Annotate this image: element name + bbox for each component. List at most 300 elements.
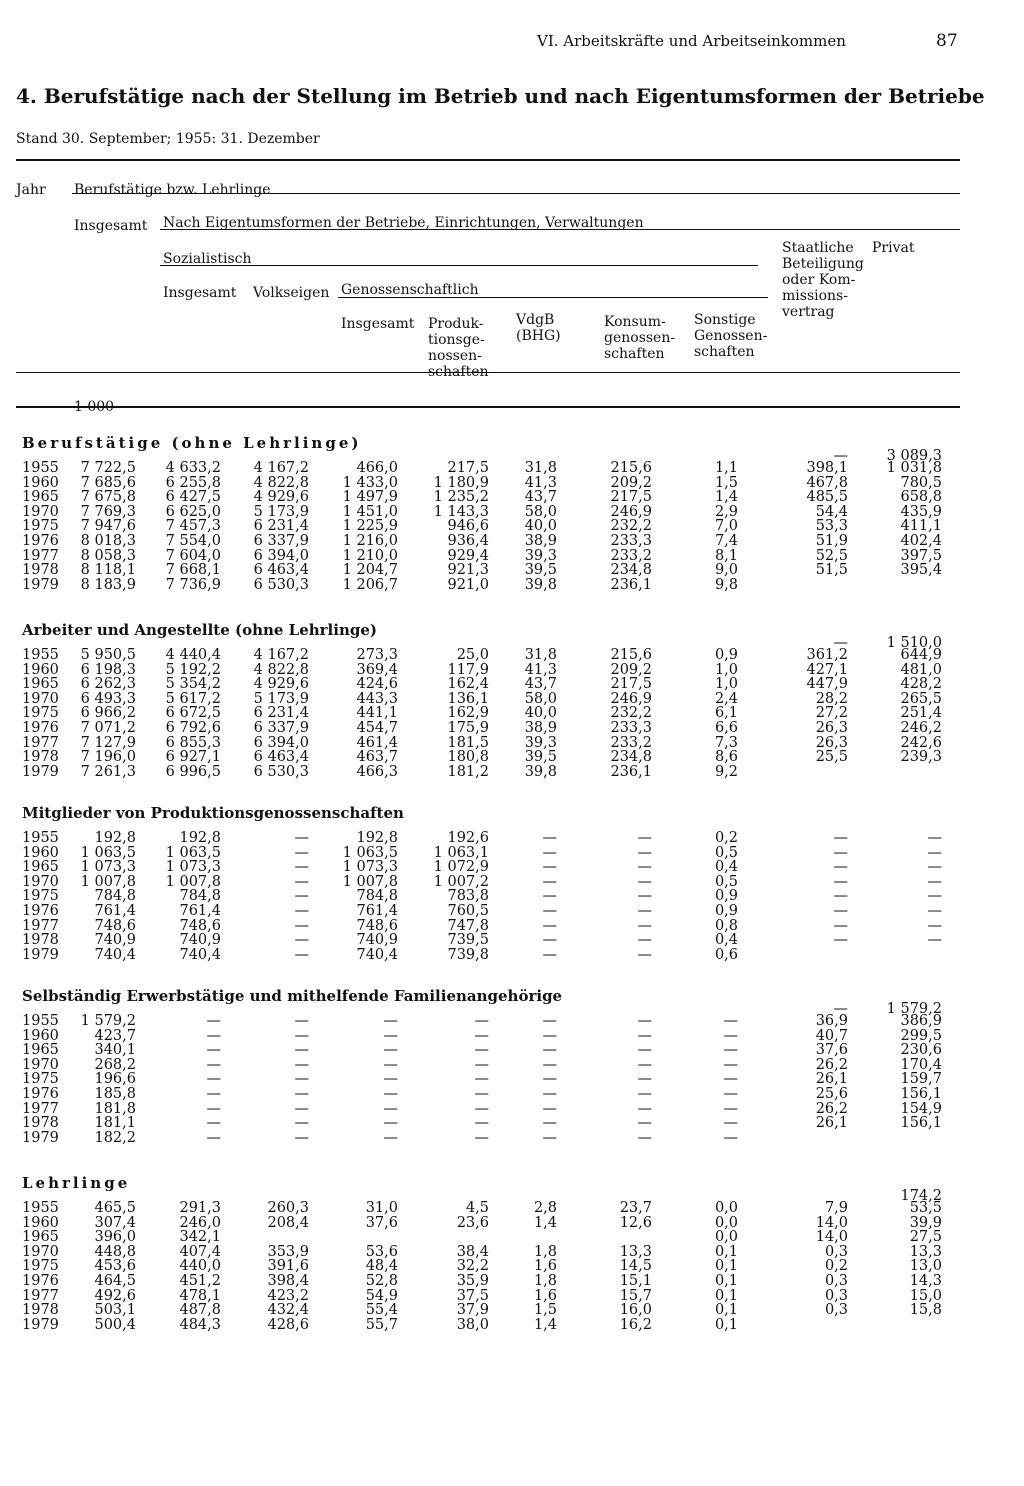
table-cell: —: [383, 1115, 398, 1132]
table-cell: —: [383, 1086, 398, 1102]
table-cell: —: [294, 844, 309, 861]
table-cell: 299,5: [900, 1027, 942, 1044]
table-cell: 6 530,3: [253, 763, 309, 780]
table-cell: 39,3: [524, 547, 557, 564]
table-row: [0, 831, 1024, 846]
table-cell: 234,8: [610, 562, 652, 579]
table-row: [0, 1058, 1024, 1073]
table-cell: 1 225,9: [342, 518, 398, 535]
table-cell: 39,9: [909, 1214, 942, 1231]
table-cell: 5 617,2: [165, 690, 221, 707]
table-cell: 1 007,8: [165, 873, 221, 890]
table-cell: 478,1: [179, 1287, 221, 1304]
table-cell: 181,1: [94, 1115, 136, 1132]
table-cell: 1 007,2: [433, 873, 489, 890]
table-cell: 411,1: [900, 518, 942, 535]
table-cell: 14,0: [815, 1229, 848, 1246]
table-cell: 7 736,9: [165, 576, 221, 593]
table-cell: 41,3: [524, 661, 557, 678]
row-year: 1965: [22, 1042, 59, 1059]
table-cell: 181,2: [447, 763, 489, 780]
table-row: [0, 534, 1024, 549]
table-cell: 4 440,4: [165, 647, 221, 663]
table-cell: 39,5: [524, 562, 557, 579]
table-cell: 441,1: [356, 705, 398, 722]
table-cell: 55,4: [365, 1302, 398, 1319]
table-cell: 1 143,3: [433, 503, 489, 520]
table-cell: —: [927, 830, 942, 846]
table-cell: 740,4: [179, 946, 221, 963]
table-cell: —: [723, 1086, 738, 1102]
table-cell: 7 457,3: [165, 518, 221, 535]
table-row: [0, 1014, 1024, 1029]
table-cell: 353,9: [267, 1243, 309, 1260]
table-cell: 54,4: [815, 503, 848, 520]
rule-top: [16, 159, 960, 161]
table-cell: 424,6: [356, 676, 398, 693]
table-cell: 1 210,0: [342, 547, 398, 564]
table-cell: 2,8: [533, 1200, 557, 1216]
row-year: 1965: [22, 489, 59, 506]
table-cell: 4 929,6: [253, 676, 309, 693]
table-row: [0, 505, 1024, 520]
table-cell: —: [637, 830, 652, 846]
row-year: 1975: [22, 518, 59, 535]
table-cell: 12,6: [619, 1214, 652, 1231]
table-cell: —: [542, 932, 557, 949]
table-cell: —: [542, 1100, 557, 1117]
table-cell: —: [474, 1071, 489, 1088]
table-cell: —: [294, 1129, 309, 1146]
table-cell: 492,6: [94, 1287, 136, 1304]
table-cell: 6,1: [714, 705, 738, 722]
table-cell: 0,4: [714, 932, 738, 949]
table-cell: 9,0: [714, 562, 738, 579]
table-cell: 451,2: [179, 1273, 221, 1289]
table-cell: 13,3: [909, 1243, 942, 1260]
table-cell: 0,3: [824, 1243, 848, 1260]
table-cell: —: [927, 859, 942, 876]
col-soz-insgesamt: Insgesamt: [163, 285, 237, 301]
table-cell: 192,8: [356, 830, 398, 846]
table-cell: —: [723, 1100, 738, 1117]
table-cell: 428,2: [900, 676, 942, 693]
table-cell: 5 173,9: [253, 690, 309, 707]
table-cell: 25,6: [815, 1086, 848, 1102]
table-cell: 233,2: [610, 734, 652, 751]
table-cell: 268,2: [94, 1056, 136, 1073]
table-cell: 407,4: [179, 1243, 221, 1260]
table-cell: 7 554,0: [165, 533, 221, 549]
table-cell: —: [294, 859, 309, 876]
table-cell: 342,1: [179, 1229, 221, 1246]
table-cell: 8 183,9: [80, 576, 136, 593]
table-cell: —: [927, 932, 942, 949]
table-cell: 432,4: [267, 1302, 309, 1319]
table-cell: 234,8: [610, 749, 652, 766]
table-cell: 7 668,1: [165, 562, 221, 579]
table-cell: 0,9: [714, 888, 738, 905]
table-row: [0, 1087, 1024, 1102]
table-cell: 6 530,3: [253, 576, 309, 593]
table-cell: 402,4: [900, 533, 942, 549]
table-cell: 7,3: [714, 734, 738, 751]
table-cell: —: [927, 888, 942, 905]
table-cell: 23,6: [456, 1214, 489, 1231]
table-cell: —: [383, 1100, 398, 1117]
table-cell: 239,3: [900, 749, 942, 766]
row-year: 1975: [22, 1071, 59, 1088]
table-cell: 340,1: [94, 1042, 136, 1059]
col-insgesamt: Insgesamt: [74, 218, 148, 234]
table-cell: 273,3: [356, 647, 398, 663]
table-cell: 26,1: [815, 1071, 848, 1088]
table-cell: —: [637, 859, 652, 876]
table-cell: 428,6: [267, 1316, 309, 1333]
table-cell: 246,9: [610, 690, 652, 707]
section-top-value: 174,2: [900, 1188, 942, 1204]
table-cell: —: [542, 946, 557, 963]
table-cell: 26,3: [815, 720, 848, 736]
col-sozialistisch: Sozialistisch: [163, 251, 252, 267]
row-year: 1977: [22, 1287, 59, 1304]
table-cell: 7 722,5: [80, 460, 136, 476]
table-cell: 38,9: [524, 720, 557, 736]
table-cell: 6 394,0: [253, 734, 309, 751]
table-cell: 242,6: [900, 734, 942, 751]
table-cell: 246,9: [610, 503, 652, 520]
table-cell: 1,6: [533, 1287, 557, 1304]
row-year: 1970: [22, 503, 59, 520]
table-row: [0, 461, 1024, 476]
table-cell: 443,3: [356, 690, 398, 707]
table-cell: —: [927, 844, 942, 861]
table-cell: 427,1: [806, 661, 848, 678]
table-row: [0, 919, 1024, 934]
table-cell: 0,6: [714, 946, 738, 963]
table-cell: 233,2: [610, 547, 652, 564]
table-cell: 26,3: [815, 734, 848, 751]
table-cell: 466,3: [356, 763, 398, 780]
table-cell: —: [637, 1086, 652, 1102]
table-cell: 397,5: [900, 547, 942, 564]
table-cell: 423,2: [267, 1287, 309, 1304]
table-cell: 760,5: [447, 903, 489, 919]
table-cell: 440,0: [179, 1258, 221, 1275]
row-year: 1979: [22, 1316, 59, 1333]
table-cell: 1 180,9: [433, 474, 489, 491]
table-cell: 182,2: [94, 1129, 136, 1146]
table-cell: 232,2: [610, 518, 652, 535]
table-cell: 447,9: [806, 676, 848, 693]
table-cell: 361,2: [806, 647, 848, 663]
table-cell: 0,0: [714, 1229, 738, 1246]
table-cell: 4 633,2: [165, 460, 221, 476]
table-cell: 236,1: [610, 763, 652, 780]
table-cell: 208,4: [267, 1214, 309, 1231]
table-cell: 51,9: [815, 533, 848, 549]
table-cell: 5 354,2: [165, 676, 221, 693]
table-cell: —: [542, 1115, 557, 1132]
table-cell: 40,0: [524, 518, 557, 535]
row-year: 1970: [22, 873, 59, 890]
table-cell: 25,5: [815, 749, 848, 766]
table-cell: 1 216,0: [342, 533, 398, 549]
section-title: Mitglieder von Produktionsgenossenschaften: [22, 804, 404, 822]
table-cell: —: [474, 1115, 489, 1132]
table-cell: 156,1: [900, 1086, 942, 1102]
table-cell: 0,0: [714, 1200, 738, 1216]
table-cell: 748,6: [356, 917, 398, 934]
table-row: [0, 860, 1024, 875]
table-row: [0, 1245, 1024, 1260]
table-cell: 467,8: [806, 474, 848, 491]
row-year: 1960: [22, 1214, 59, 1231]
table-cell: 7 127,9: [80, 734, 136, 751]
table-cell: 740,4: [356, 946, 398, 963]
table-cell: 463,7: [356, 749, 398, 766]
table-cell: 454,7: [356, 720, 398, 736]
table-cell: —: [294, 888, 309, 905]
table-cell: 217,5: [610, 489, 652, 506]
table-cell: 209,2: [610, 661, 652, 678]
row-year: 1970: [22, 1243, 59, 1260]
table-cell: 929,4: [447, 547, 489, 564]
row-year: 1979: [22, 576, 59, 593]
table-cell: 398,1: [806, 460, 848, 476]
table-row: [0, 1201, 1024, 1216]
table-row: [0, 1289, 1024, 1304]
table-cell: 26,1: [815, 1115, 848, 1132]
table-cell: —: [637, 917, 652, 934]
table-cell: 1,0: [714, 661, 738, 678]
table-cell: 396,0: [94, 1229, 136, 1246]
table-cell: 739,5: [447, 932, 489, 949]
table-cell: 8,1: [714, 547, 738, 564]
table-cell: 9,8: [714, 576, 738, 593]
table-cell: —: [383, 1027, 398, 1044]
table-cell: 51,5: [815, 562, 848, 579]
table-cell: —: [294, 1013, 309, 1029]
table-cell: 162,4: [447, 676, 489, 693]
table-cell: 1,0: [714, 676, 738, 693]
table-cell: 466,0: [356, 460, 398, 476]
table-cell: 644,9: [900, 647, 942, 663]
section-title: Lehrlinge: [22, 1174, 131, 1192]
table-cell: 6 231,4: [253, 705, 309, 722]
table-row: [0, 846, 1024, 861]
table-cell: 1,1: [714, 460, 738, 476]
table-cell: 6 966,2: [80, 705, 136, 722]
table-cell: 54,9: [365, 1287, 398, 1304]
table-cell: 246,2: [900, 720, 942, 736]
table-cell: 53,5: [909, 1200, 942, 1216]
table-row: [0, 1029, 1024, 1044]
table-cell: 1,8: [533, 1243, 557, 1260]
table-cell: 8 018,3: [80, 533, 136, 549]
table-row: [0, 1303, 1024, 1318]
table-cell: 40,0: [524, 705, 557, 722]
table-cell: 1 073,3: [165, 859, 221, 876]
table-cell: 251,4: [900, 705, 942, 722]
table-cell: 7,9: [824, 1200, 848, 1216]
table-cell: —: [637, 1115, 652, 1132]
table-cell: 7 196,0: [80, 749, 136, 766]
table-cell: 761,4: [356, 903, 398, 919]
table-cell: —: [637, 1100, 652, 1117]
table-cell: —: [383, 1129, 398, 1146]
table-cell: 464,5: [94, 1273, 136, 1289]
table-cell: 181,5: [447, 734, 489, 751]
table-cell: 1 072,9: [433, 859, 489, 876]
table-cell: —: [542, 917, 557, 934]
table-cell: 0,5: [714, 873, 738, 890]
table-row: [0, 948, 1024, 963]
table-cell: 16,2: [619, 1316, 652, 1333]
table-cell: —: [833, 844, 848, 861]
table-cell: 180,8: [447, 749, 489, 766]
table-row: [0, 549, 1024, 564]
table-cell: —: [474, 1056, 489, 1073]
table-cell: —: [383, 1056, 398, 1073]
table-cell: 761,4: [94, 903, 136, 919]
table-cell: —: [294, 1115, 309, 1132]
row-year: 1978: [22, 1115, 59, 1132]
col-unit: 1 000: [74, 399, 115, 415]
table-cell: 503,1: [94, 1302, 136, 1319]
table-cell: 43,7: [524, 676, 557, 693]
table-row: [0, 1318, 1024, 1333]
row-year: 1965: [22, 859, 59, 876]
table-cell: 1 007,8: [342, 873, 398, 890]
running-title: VI. Arbeitskräfte und Arbeitseinkommen: [537, 32, 846, 50]
table-cell: —: [833, 917, 848, 934]
table-cell: —: [294, 1042, 309, 1059]
row-year: 1979: [22, 1129, 59, 1146]
table-cell: 23,7: [619, 1200, 652, 1216]
table-cell: —: [206, 1071, 221, 1088]
table-cell: 38,0: [456, 1316, 489, 1333]
table-cell: 117,9: [447, 661, 489, 678]
section-top-value: 1 510,0: [886, 635, 942, 651]
table-cell: 7 261,3: [80, 763, 136, 780]
table-cell: 386,9: [900, 1013, 942, 1029]
row-year: 1975: [22, 705, 59, 722]
col-jahr: Jahr: [16, 182, 46, 198]
table-cell: —: [294, 1071, 309, 1088]
table-cell: —: [383, 1042, 398, 1059]
row-year: 1977: [22, 547, 59, 564]
table-cell: —: [474, 1086, 489, 1102]
table-cell: 6 337,9: [253, 533, 309, 549]
table-cell: —: [637, 1056, 652, 1073]
table-cell: 6 337,9: [253, 720, 309, 736]
table-cell: —: [294, 1027, 309, 1044]
table-cell: 6 493,3: [80, 690, 136, 707]
table-cell: 37,9: [456, 1302, 489, 1319]
table-cell: 921,3: [447, 562, 489, 579]
table-cell: 26,2: [815, 1056, 848, 1073]
table-cell: —: [474, 1129, 489, 1146]
table-cell: 1,5: [533, 1302, 557, 1319]
table-cell: —: [542, 859, 557, 876]
table-cell: —: [637, 888, 652, 905]
table-cell: 740,9: [356, 932, 398, 949]
table-row: [0, 736, 1024, 751]
table-cell: 36,9: [815, 1013, 848, 1029]
section-top-value: 1 579,2: [886, 1001, 942, 1017]
table-cell: —: [637, 1042, 652, 1059]
table-cell: 31,8: [524, 647, 557, 663]
table-cell: 58,0: [524, 690, 557, 707]
row-year: 1975: [22, 888, 59, 905]
table-cell: —: [637, 873, 652, 890]
table-row: [0, 692, 1024, 707]
row-year: 1977: [22, 1100, 59, 1117]
table-cell: —: [294, 946, 309, 963]
table-cell: 1 073,3: [80, 859, 136, 876]
table-cell: 1 031,8: [886, 460, 942, 476]
table-cell: —: [637, 1027, 652, 1044]
row-year: 1976: [22, 720, 59, 736]
table-cell: —: [383, 1013, 398, 1029]
table-row: [0, 476, 1024, 491]
col-vdgb: VdgB (BHG): [516, 312, 561, 344]
table-cell: 395,4: [900, 562, 942, 579]
table-cell: 740,9: [179, 932, 221, 949]
table-cell: 4,5: [465, 1200, 489, 1216]
table-cell: 6 792,6: [165, 720, 221, 736]
table-cell: 192,8: [179, 830, 221, 846]
table-cell: —: [833, 903, 848, 919]
row-year: 1978: [22, 932, 59, 949]
page-number: 87: [936, 31, 958, 51]
row-year: 1955: [22, 460, 59, 476]
section-title: Selbständig Erwerbstätige und mithelfende Familienangehörige: [22, 987, 563, 1005]
table-cell: 14,3: [909, 1273, 942, 1289]
table-cell: —: [542, 1042, 557, 1059]
table-cell: 423,7: [94, 1027, 136, 1044]
table-cell: 52,5: [815, 547, 848, 564]
table-cell: 1 206,7: [342, 576, 398, 593]
table-cell: 9,2: [714, 763, 738, 780]
table-cell: 246,0: [179, 1214, 221, 1231]
table-cell: 747,8: [447, 917, 489, 934]
row-year: 1955: [22, 1200, 59, 1216]
table-cell: 14,5: [619, 1258, 652, 1275]
row-year: 1970: [22, 1056, 59, 1073]
table-cell: 5 950,5: [80, 647, 136, 663]
table-cell: —: [927, 917, 942, 934]
table-row: [0, 933, 1024, 948]
table-cell: 748,6: [179, 917, 221, 934]
table-cell: —: [294, 1086, 309, 1102]
table-cell: —: [294, 932, 309, 949]
table-cell: 461,4: [356, 734, 398, 751]
table-row: [0, 1230, 1024, 1245]
table-cell: 170,4: [900, 1056, 942, 1073]
table-cell: 230,6: [900, 1042, 942, 1059]
table-cell: —: [294, 830, 309, 846]
table-cell: 6 625,0: [165, 503, 221, 520]
table-cell: 7 947,6: [80, 518, 136, 535]
table-cell: 43,7: [524, 489, 557, 506]
table-cell: 1,4: [533, 1316, 557, 1333]
table-cell: 1,5: [714, 474, 738, 491]
table-cell: —: [833, 830, 848, 846]
table-cell: 500,4: [94, 1316, 136, 1333]
table-cell: —: [637, 844, 652, 861]
